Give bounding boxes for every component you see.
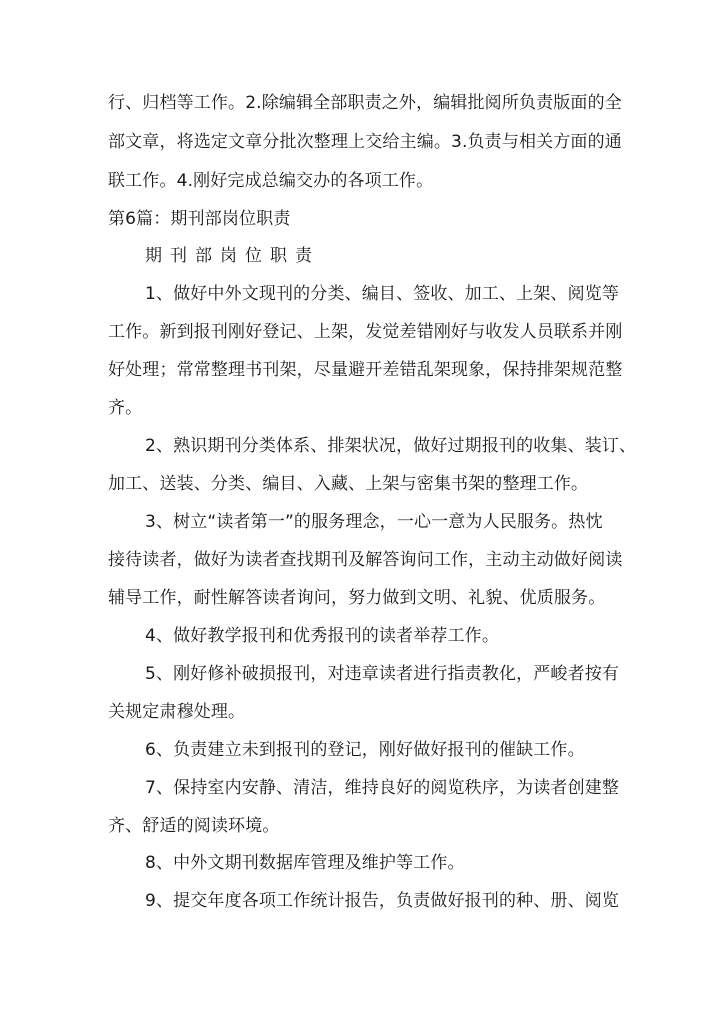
text-line: 工作。新到报刊刚好登记、上架，发觉差错刚好与收发人员联系并刚 — [108, 322, 623, 342]
text-line: 齐、舒适的阅读环境。 — [108, 816, 280, 836]
text-line: 7、保持室内安静、清洁，维持良好的阅览秩序，为读者创建整 — [145, 778, 620, 798]
text-line: 辅导工作，耐性解答读者询问，努力做到文明、礼貌、优质服务。 — [108, 588, 606, 608]
section-heading: 第6篇：期刊部岗位职责 — [108, 209, 291, 229]
section-title: 期刊部岗位职责 — [145, 246, 320, 266]
text-line: 接待读者，做好为读者查找期刊及解答询问工作，主动主动做好阅读 — [108, 550, 623, 570]
text-line: 联工作。4.刚好完成总编交办的各项工作。 — [108, 171, 434, 191]
text-line: 部文章，将选定文章分批次整理上交给主编。3.负责与相关方面的通 — [108, 132, 622, 152]
text-line: 关规定肃穆处理。 — [108, 702, 246, 722]
text-line: 1、做好中外文现刊的分类、编目、签收、加工、上架、阅览等 — [145, 284, 620, 304]
text-line: 5、刚好修补破损报刊，对违章读者进行指责教化，严峻者按有 — [145, 664, 620, 684]
text-line: 9、提交年度各项工作统计报告，负责做好报刊的种、册、阅览 — [145, 891, 620, 911]
text-line: 行、归档等工作。2.除编辑全部职责之外，编辑批阅所负责版面的全 — [108, 93, 622, 113]
text-line: 加工、送装、分类、编目、入藏、上架与密集书架的整理工作。 — [108, 474, 589, 494]
text-line: 3、树立“读者第一”的服务理念，一心一意为人民服务。热忱 — [145, 512, 603, 532]
text-line: 2、熟识期刊分类体系、排架状况，做好过期报刊的收集、装订、 — [145, 436, 637, 456]
text-line: 4、做好教学报刊和优秀报刊的读者举荐工作。 — [145, 626, 499, 646]
text-line: 好处理；常常整理书刊架，尽量避开差错乱架现象，保持排架规范整 — [108, 360, 623, 380]
text-line: 6、负责建立未到报刊的登记，刚好做好报刊的催缺工作。 — [145, 740, 585, 760]
text-line: 8、中外文期刊数据库管理及维护等工作。 — [145, 853, 465, 873]
text-line: 齐。 — [108, 398, 143, 418]
